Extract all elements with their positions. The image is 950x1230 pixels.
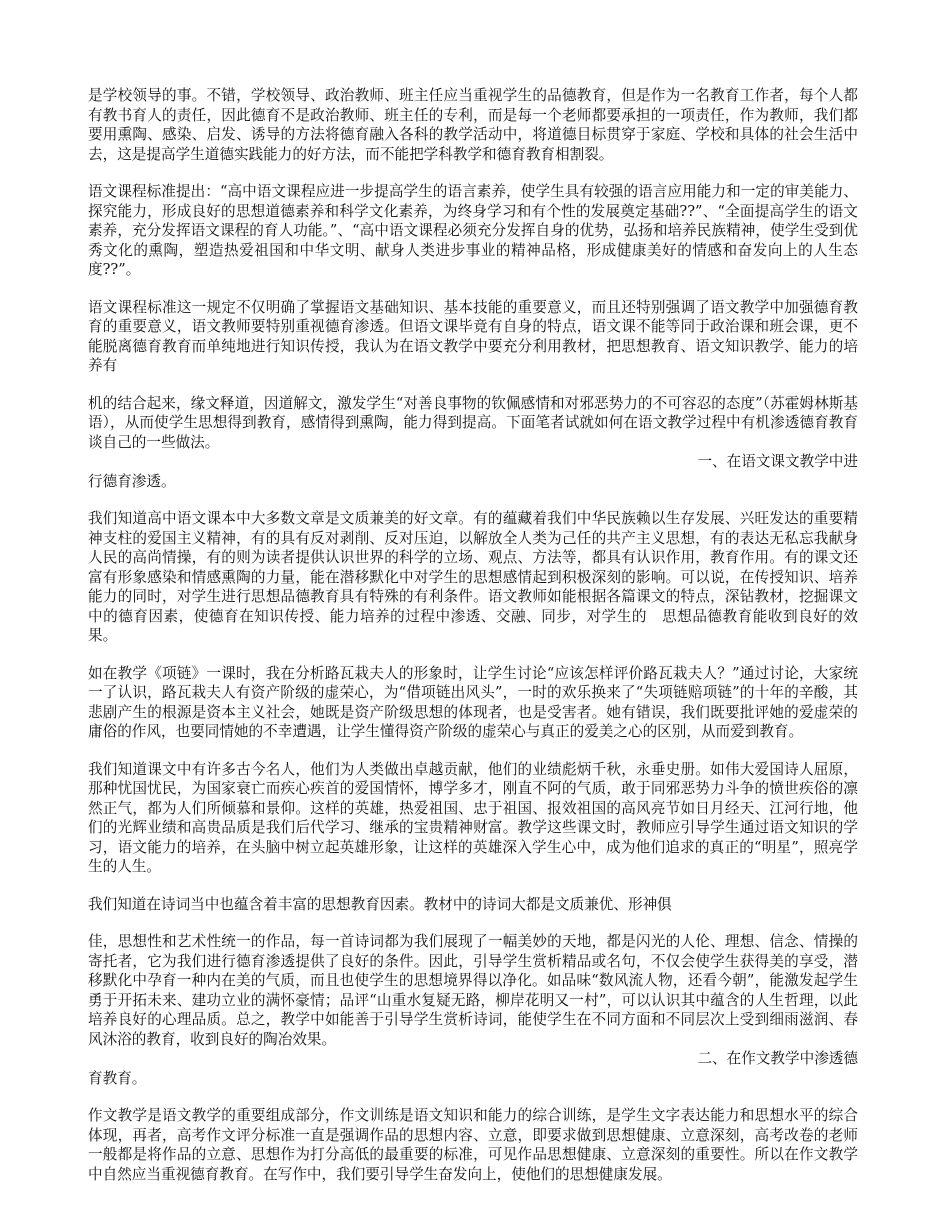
section-heading-2-continued: 育教育。 [88,1069,147,1087]
paragraph-5: 我们知道高中语文课本中大多数文章是文质兼美的好文章。有的蕴藏着我们中华民族赖以生存发展、兴旺发达的重要精神支柱的爱国主义精神，有的具有反对剥削、反对压迫，以解放全人类为己任的共产主义思想，有的表达无私忘我献身人民的高尚情操，有的则为读者提供认识世界的科学的立场、观点、方法等，都具有认识作用，教育作用。有的课文还富有形象感染和情感熏陶的力量，能在潜移默化中对学生的思想感情起到积极深刻的影响。可以说，在传授知识、培养能力的同时，对学生进行思想品德教育具有特殊的有利条件。语文教师如能根据各篇课文的特点，深钻教材，挖掘课文中的德育因素，使德育在知识传授、能力培养的过程中渗透、交融、同步，对学生的 思想品德教育能收到良好的效果。 [88,510,858,644]
paragraph-10: 作文教学是语文教学的重要组成部分，作文训练是语文知识和能力的综合训练，是学生文字表达能力和思想水平的综合体现，再者，高考作文评分标准一直是强调作品的思想内容、立意，即要求做到思想健康、立意深刻，高考改卷的老师一般都是将作品的立意、思想作为打分高低的最重要的标准，可见作品思想健康、立意深刻的重要性。所以在作文教学中自然应当重视德育教育。在写作中，我们要引导学生奋发向上，使他们的思想健康发展。 [88,1107,858,1183]
paragraph-9: 佳，思想性和艺术性统一的作品，每一首诗词都为我们展现了一幅美妙的天地，都是闪光的人伦、理想、信念、情操的寄托者，它为我们进行德育渗透提供了良好的条件。因此，引导学生赏析精品或名句，不仅会使学生获得美的享受，潜移默化中孕育一种内在美的气质，而且也使学生的思想境界得以净化。如品味“数风流人物，还看今朝”，能激发起学生勇于开拓未来、建功立业的满怀豪情；品评“山重水复疑无路，柳岸花明又一村”，可以认识其中蕴含的人生哲理，以此培养良好的心理品质。总之，教学中如能善于引导学生赏析诗词，能使学生在不同方面和不同层次上受到细雨滋润、春风沐浴的教育，收到良好的陶冶效果。 [88,933,858,1048]
paragraph-3: 语文课程标准这一规定不仅明确了掌握语文基础知识、基本技能的重要意义，而且还特别强调了语文教学中加强德育教育的重要意义，语文教师要特别重视德育渗透。但语文课毕竟有自身的特点，语文课不能等同于政治课和班会课，更不能脱离德育教育而单纯地进行知识传授，我认为在语文教学中要充分利用教材，把思想教育、语文知识教学、能力的培养有 [88,298,858,374]
paragraph-6: 如在教学《项链》一课时，我在分析路瓦栽夫人的形象时，让学生讨论“应该怎样评价路瓦栽夫人？”通过讨论，大家统一了认识，路瓦栽夫人有资产阶级的虚荣心，为“借项链出风头”，一时的欢乐换来了“失项链赔项链”的十年的辛酸，其悲剧产生的根源是资本主义社会，她既是资产阶级思想的体现者，也是受害者。她有错误，我们既要批评她的爱虚荣的庸俗的作风，也要同情她的不幸遭遇，让学生懂得资产阶级的虚荣心与真正的爱美之心的区别，从而爱到教育。 [88,664,858,740]
paragraph-7: 我们知道课文中有许多古今名人，他们为人类做出卓越贡献，他们的业绩彪炳千秋，永垂史册。如伟大爱国诗人屈原，那种忧国忧民，为国家衰亡而疾心疾首的爱国情怀，博学多才，刚直不阿的气质，敢于同邪恶势力斗争的愤世疾俗的凛然正气，都为人们所倾慕和景仰。这样的英雄，热爱祖国、忠于祖国、报效祖国的高风亮节如日月经天、江河行地，他们的光辉业绩和高贵品质是我们后代学习、继承的宝贵精神财富。教学这些课文时，教师应引导学生通过语文知识的学习，语文能力的培养，在头脑中树立起英雄形象，让这样的英雄深入学生心中，成为他们追求的真正的“明星”，照亮学生的人生。 [88,760,858,875]
paragraph-8: 我们知道在诗词当中也蕴含着丰富的思想教育因素。教材中的诗词大都是文质兼优、形神俱 [88,895,672,913]
section-heading-1: 一、在语文课文教学中进 [697,453,858,470]
section-heading-1-continued: 行德育渗透。 [88,472,176,490]
section-heading-2: 二、在作文教学中渗透德 [697,1050,858,1067]
paragraph-4: 机的结合起来，缘文释道，因道解文，激发学生“对善良事物的钦佩感情和对邪恶势力的不可容忍的态度”（苏霍姆林斯基语），从而使学生思想得到教育，感情得到熏陶，能力得到提高。下面笔者试就如何在语文教学过程中有机渗透德育教育谈自己的一些做法。 [88,394,858,451]
document-page [88,86,858,1202]
paragraph-2: 语文课程标准提出：“高中语文课程应进一步提高学生的语言素养，使学生具有较强的语言应用能力和一定的审美能力、探究能力，形成良好的思想道德素养和科学文化素养，为终身学习和有个性的发展奠定基础??”、“全面提高学生的语文素养，充分发挥语文课程的育人功能。”、“高中语文课程必须充分发挥自身的优势，弘扬和培养民族精神，使学生受到优秀文化的熏陶，塑造热爱祖国和中华文明、献身人类进步事业的精神品格，形成健康美好的情感和奋发向上的人生态度??”。 [88,183,858,278]
paragraph-1: 是学校领导的事。不错，学校领导、政治教师、班主任应当重视学生的品德教育，但是作为一名教育工作者，每个人都有教书育人的责任，因此德育不是政治教师、班主任的专利，而是每一个老师都要承担的一项责任，作为教师，我们都要用熏陶、感染、启发、诱导的方法将德育融入各科的教学活动中，将道德目标贯穿于家庭、学校和具体的社会生活中去，这是提高学生道德实践能力的好方法，而不能把学科教学和德育教育相割裂。 [88,87,858,163]
